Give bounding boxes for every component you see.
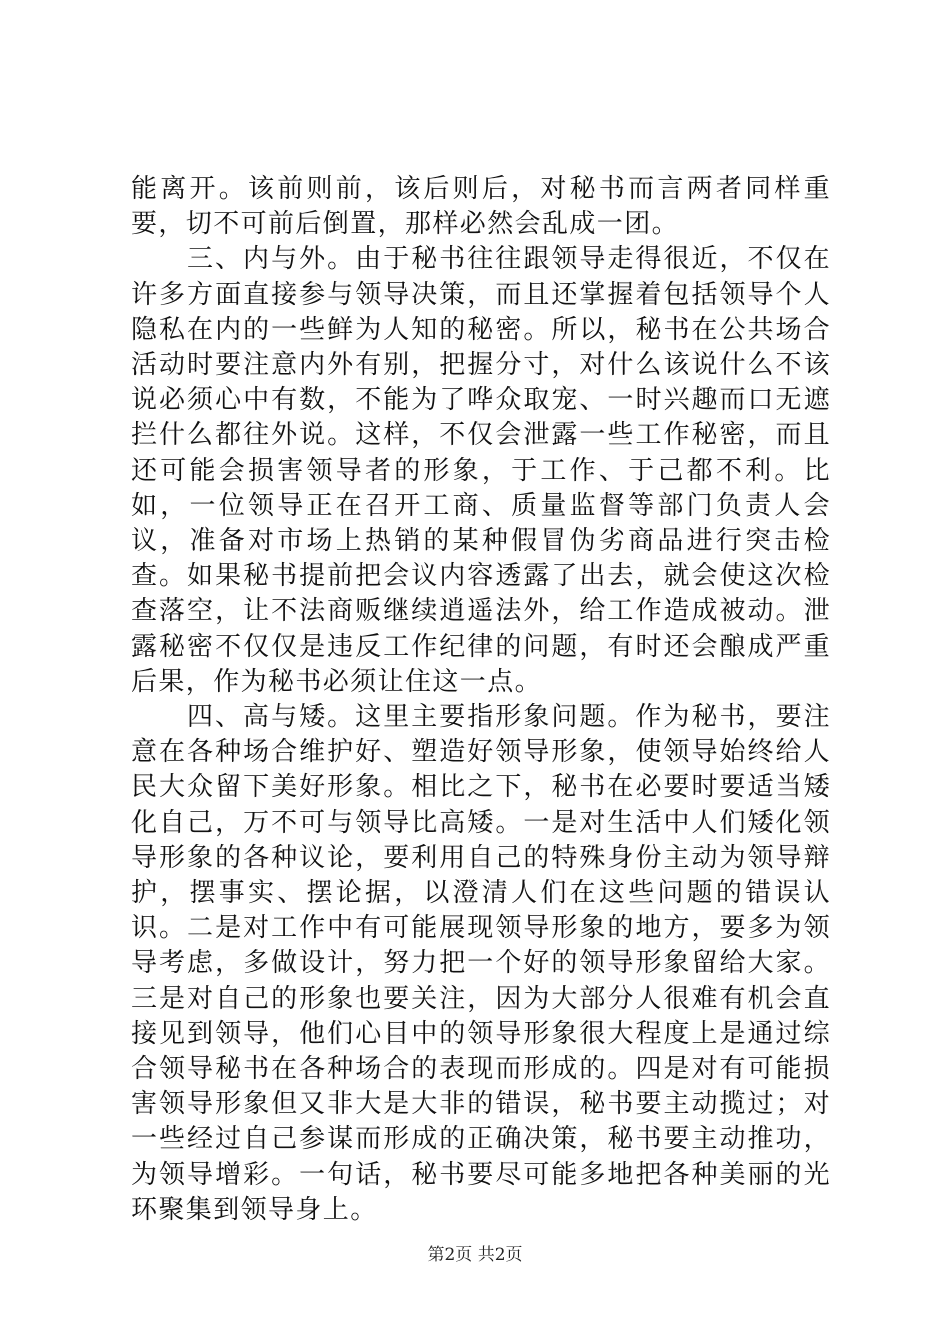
document-body (131, 172, 831, 1228)
paragraph-high-low: 四、高与矮。这里主要指形象问题。作为秘书，要注意在各种场合维护好、塑造好领导形象，使领导始终给人民大众留下美好形象。相比之下，秘书在必要时要适当矮化自己，万不可与领导比高矮。一是对生活中人们矮化领导形象的各种议论，要利用自己的特殊身份主动为领导辩护，摆事实、摆论据，以澄清人们在这些问题的错误认识。二是对工作中有可能展现领导形象的地方，要多为领导考虑，多做设计，努力把一个好的领导形象留给大家。三是对自己的形象也要关注，因为大部分人很难有机会直接见到领导，他们心目中的领导形象很大程度上是通过综合领导秘书在各种场合的表现而形成的。四是对有可能损害领导形象但又非大是大非的错误，秘书要主动揽过；对一些经过自己参谋而形成的正确决策，秘书要主动推功，为领导增彩。一句话，秘书要尽可能多地把各种美丽的光环聚集到领导身上。 (131, 702, 831, 1225)
paragraph-continuation: 能离开。该前则前，该后则后，对秘书而言两者同样重要，切不可前后倒置，那样必然会乱成一团。 (131, 174, 831, 240)
paragraph-inner-outer: 三、内与外。由于秘书往往跟领导走得很近，不仅在许多方面直接参与领导决策，而且还掌握着包括领导个人隐私在内的一些鲜为人知的秘密。所以，秘书在公共场合活动时要注意内外有别，把握分寸，对什么该说什么不该说必须心中有数，不能为了哗众取宠、一时兴趣而口无遮拦什么都往外说。这样，不仅会泄露一些工作秘密，而且还可能会损害领导者的形象，于工作、于己都不利。比如，一位领导正在召开工商、质量监督等部门负责人会议，准备对市场上热销的某种假冒伪劣商品进行突击检查。如果秘书提前把会议内容透露了出去，就会使这次检查落空，让不法商贩继续逍遥法外，给工作造成被动。泄露秘密不仅仅是违反工作纪律的问题，有时还会酿成严重后果，作为秘书必须让住这一点。 (131, 244, 831, 697)
page-footer: 第2页 共2页 (427, 1245, 523, 1265)
